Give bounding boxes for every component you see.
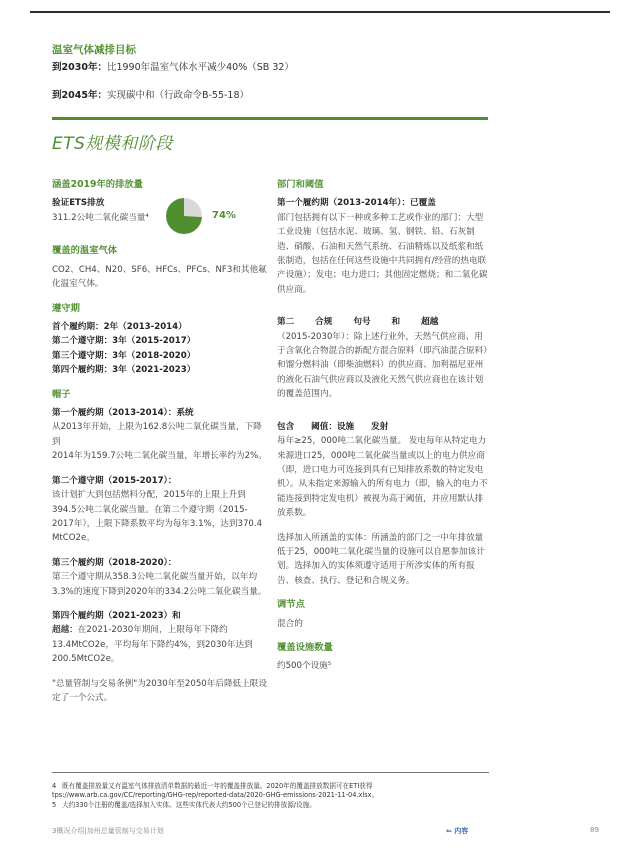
gases-heading: 覆盖的温室气体: [52, 245, 118, 257]
verified-label: 验证ETS排放: [52, 198, 105, 209]
regulator-heading: 调节点: [277, 599, 305, 611]
period-item: 第三个遵守期：3年（2018-2020）: [52, 350, 196, 361]
period-item: 首个履约期：2年（2013-2014）: [52, 322, 187, 333]
s1-text: 部门包括拥有以下一种或多种工艺或作业的部门：大型工业设施（包括水泥、玻璃、氢、钢铁、铅、石灰制造、硝酸、石油和天然气系统、石油精炼以及纸浆和纸张制造，包括在任何这些设施中共同拥有/经营的热电联产设施）；发电；电力进口；其他固定燃烧；和二氧化碳供应商。: [277, 212, 488, 295]
target-2030: 到2030年：比1990年温室气体水平减少40%（SB 32）: [52, 62, 294, 73]
s2-title: 第二 合规 句号 和 超越: [277, 317, 439, 328]
cap4-body: 超越：在2021-2030年期间，上限每年下降约13.4MtCO2e，平均每年下降约4%，到2030年达到200.5MtCO2e。: [52, 625, 253, 665]
s1-title: 第一个履约期（2013-2014年）：已覆盖: [277, 198, 436, 209]
sectors-heading: 部门和阈值: [277, 179, 324, 190]
page-number: 89: [590, 826, 599, 834]
verified-value: 311.2公吨二氧化碳当量⁴: [52, 212, 149, 223]
threshold-text: 每年≥25，000吨二氧化碳当量。 发电每年从特定电力来源进口25，000吨二氧化碳当量或以上的电力供应商（即，进口电力可连接到具有已知排放系数的特定发电机）。从未指定来源输入的所有电力（即，输入的电力不能连接到特定发电机）被视为高于阈值，并应用默认排放系数。: [277, 436, 488, 519]
compliance-periods: [52, 320, 267, 378]
section-rule: [52, 117, 488, 120]
target-2045: 到2045年：实现碳中和（行政命令B-55-18）: [52, 90, 250, 101]
footer-title: 3概况介绍|加州总量管制与交易计划: [52, 827, 164, 835]
contents-link[interactable]: ⇐ 内容: [446, 827, 469, 835]
ghg-targets-block: [52, 42, 492, 103]
coverage-pie-chart: [164, 196, 204, 236]
top-rule: [30, 11, 610, 13]
threshold-title: 包含 阈值：设施 发射: [277, 421, 389, 432]
emissions-row: [52, 196, 267, 236]
footnote-rule: [52, 772, 489, 773]
cap2-text: 该计划扩大到包括燃料分配，2015年的上限上升到394.5公吨二氧化碳当量。在第二个遵守期（2015-2017年），上限下降系数平均为每年3.1%，达到370.4 MtCO2e。: [52, 490, 263, 544]
footnote-4: 4 既有覆盖排放量又有温室气体排放清单数据的最近一年的覆盖排放量。2020年的覆盖排放数据可在ETI获得tps://www.arb.ca.gov/CC/reporting/GHG-rep/reported-data/2020-GHG-emissions-2021-11-04.xlsx。: [52, 782, 379, 799]
period-item: 第二个遵守期：3年（2015-2017）: [52, 336, 196, 347]
gases-text: CO2、CH4、N20、SF6、HFCs、PFCs、NF3和其他氟化温室气体。: [52, 264, 267, 290]
targets-heading: 温室气体减排目标: [52, 44, 136, 56]
cap-note: "总量管制与交易条例"为2030年至2050年后降低上限设定了一个公式。: [52, 678, 267, 703]
cap2-title: 第二个遵守期（2015-2017）：: [52, 475, 177, 486]
section-title: ETS规模和阶段: [52, 134, 173, 154]
optin-text: 选择加入所涵盖的实体：所涵盖的部门之一中年排放量低于25，000吨二氧化碳当量的设施可以自愿参加该计划。选择加入的实体须遵守适用于所涉实体的所有报告、核查、执行、登记和合规义务。: [277, 532, 485, 586]
cap1-line2: 2014年为159.7公吨二氧化碳当量，年增长率约为2%。: [52, 451, 267, 462]
footnote-5: 5 大约330个注册的覆盖/选择加入实体。这些实体代表大约500个已登记的排放源/设施。: [52, 801, 316, 809]
right-column: [277, 178, 489, 674]
cap3-title: 第三个履约期（2018-2020）：: [52, 557, 177, 568]
cap-heading: 帽子: [52, 388, 71, 400]
period-item: 第四个履约期：3年（2021-2023）: [52, 365, 196, 376]
s2-text: （2015-2030年）：除上述行业外，天然气供应商、用于含氧化合物混合的新配方混合原料（即汽油混合原料）和馏分燃料油（即柴油燃料）的供应商、加利福尼亚州的液化石油气供应商以及液化天然气供应商也在该计划的覆盖范围内。: [277, 331, 488, 400]
cap3-text: 第三个遵守期从358.3公吨二氧化碳当量开始，以年均3.3%的速度下降到2020年的334.2公吨二氧化碳当量。: [52, 572, 267, 597]
coverage-percent: 74%: [212, 210, 236, 222]
cap4-title: 第四个履约期（2021-2023）和: [52, 610, 181, 621]
facilities-heading: 覆盖设施数量: [277, 641, 333, 653]
cap1-line1: 从2013年开始，上限为162.8公吨二氧化碳当量，下降到: [52, 422, 262, 447]
emissions-heading: 涵盖2019年的排放量: [52, 179, 143, 190]
compliance-heading: 遵守期: [52, 302, 80, 314]
regulator-text: 混合的: [277, 618, 303, 629]
facilities-text: 约500个设施⁵: [277, 661, 332, 672]
cap1-title: 第一个履约期（2013-2014）：系统: [52, 408, 194, 419]
left-column: [52, 178, 267, 705]
